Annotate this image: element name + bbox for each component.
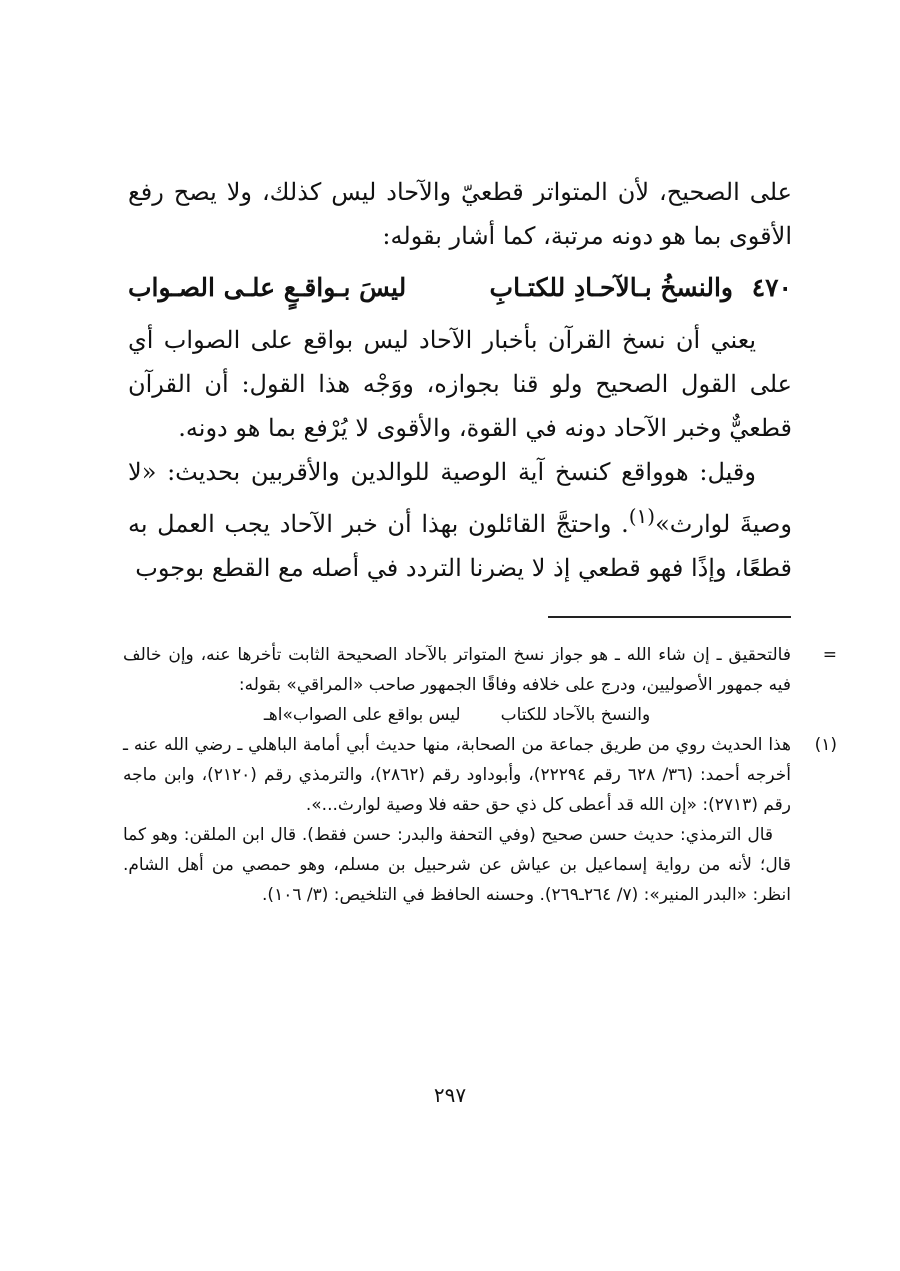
- verse-second-hemistich: ليسَ بـواقـعٍ علـى الصـواب: [128, 273, 407, 302]
- footnote-continuation-text: فالتحقيق ـ إن شاء الله ـ هو جواز نسخ المتواتر بالآحاد الصحيحة الثابت تأخرها عنه، وإن خالف فيه جمهور الأصوليين، ودرج على خلافه وفاقًا الجمهور صاحب «المراقي» بقوله:: [123, 645, 791, 695]
- verse-number: ٤٧٠: [751, 273, 792, 302]
- footnote-1-paragraph-1: هذا الحديث روي من طريق جماعة من الصحابة، منها حديث أبي أمامة الباهلي ـ رضي الله عنه ـ أخرجه أحمد: (٣٦/ ٦٢٨ رقم ٢٢٢٩٤)، وأبوداود رقم (٢٨٦٢)، والترمذي رقم (٢١٢٠)، وابن ماجه رقم (٢٧١٣): «إن الله قد أعطى كل ذي حق حقه فلا وصية لوارث...».: [123, 735, 791, 815]
- footnote-verse-hemistich-2: ليس بواقع على الصواب»اهـ: [263, 705, 461, 725]
- footnote-1-paragraph-2: قال الترمذي: حديث حسن صحيح (وفي التحفة والبدر: حسن فقط). قال ابن الملقن: وهو كما قال؛ لأنه من رواية إسماعيل بن عياش عن شرحبيل بن مسلم، وهو حمصي من أهل الشام. انظر: «البدر المنير»: (٧/ ٢٦٤ـ٢٦٩). وحسنه الحافظ في التلخيص: (٣/ ١٠٦).: [123, 825, 791, 905]
- verse-hemistich-1-text: والنسخُ بـالآحـادِ للكتـابِ: [489, 273, 733, 302]
- paragraph-3: [128, 450, 792, 590]
- verse-first-hemistich: [490, 266, 792, 310]
- paragraph-3-start: وقيل: هوواقع كنسخ آية الوصية للوالدين والأقربين بحديث: «لا وصيةَ لوارث»: [128, 458, 793, 538]
- footnote-verse-hemistich-1: والنسخ بالآحاد للكتاب: [500, 705, 651, 725]
- main-text: [128, 170, 792, 590]
- footnote-separator: [548, 616, 791, 618]
- footnote-1-marker: (١): [814, 735, 837, 755]
- paragraph-3-end: . واحتجَّ القائلون بهذا أن خبر الآحاد يجب العمل به قطعًا، وإذًا فهو قطعي إذ لا يضرنا التردد في أصله مع القطع بوجوب: [128, 510, 792, 582]
- page-number: ٢٩٧: [433, 1083, 467, 1107]
- footnote-verse: [123, 700, 791, 730]
- footnote-reference-1[interactable]: (١): [628, 504, 656, 528]
- paragraph-2: يعني أن نسخ القرآن بأخبار الآحاد ليس بواقع على الصواب أي على القول الصحيح ولو قنا بجوازه، ووَجْه هذا القول: أن القرآن قطعيٌّ وخبر الآحاد دونه في القوة، والأقوى لا يُرْفع بما هو دونه.: [128, 326, 792, 442]
- footnote-continuation: [123, 640, 837, 700]
- continuation-marker: =: [822, 645, 837, 665]
- paragraph-1: على الصحيح، لأن المتواتر قطعيّ والآحاد ليس كذلك، ولا يصح رفع الأقوى بما هو دونه مرتبة، كما أشار بقوله:: [128, 178, 792, 250]
- verse-line: [128, 266, 792, 310]
- footnote-1: [123, 730, 837, 910]
- footnotes: [123, 640, 837, 910]
